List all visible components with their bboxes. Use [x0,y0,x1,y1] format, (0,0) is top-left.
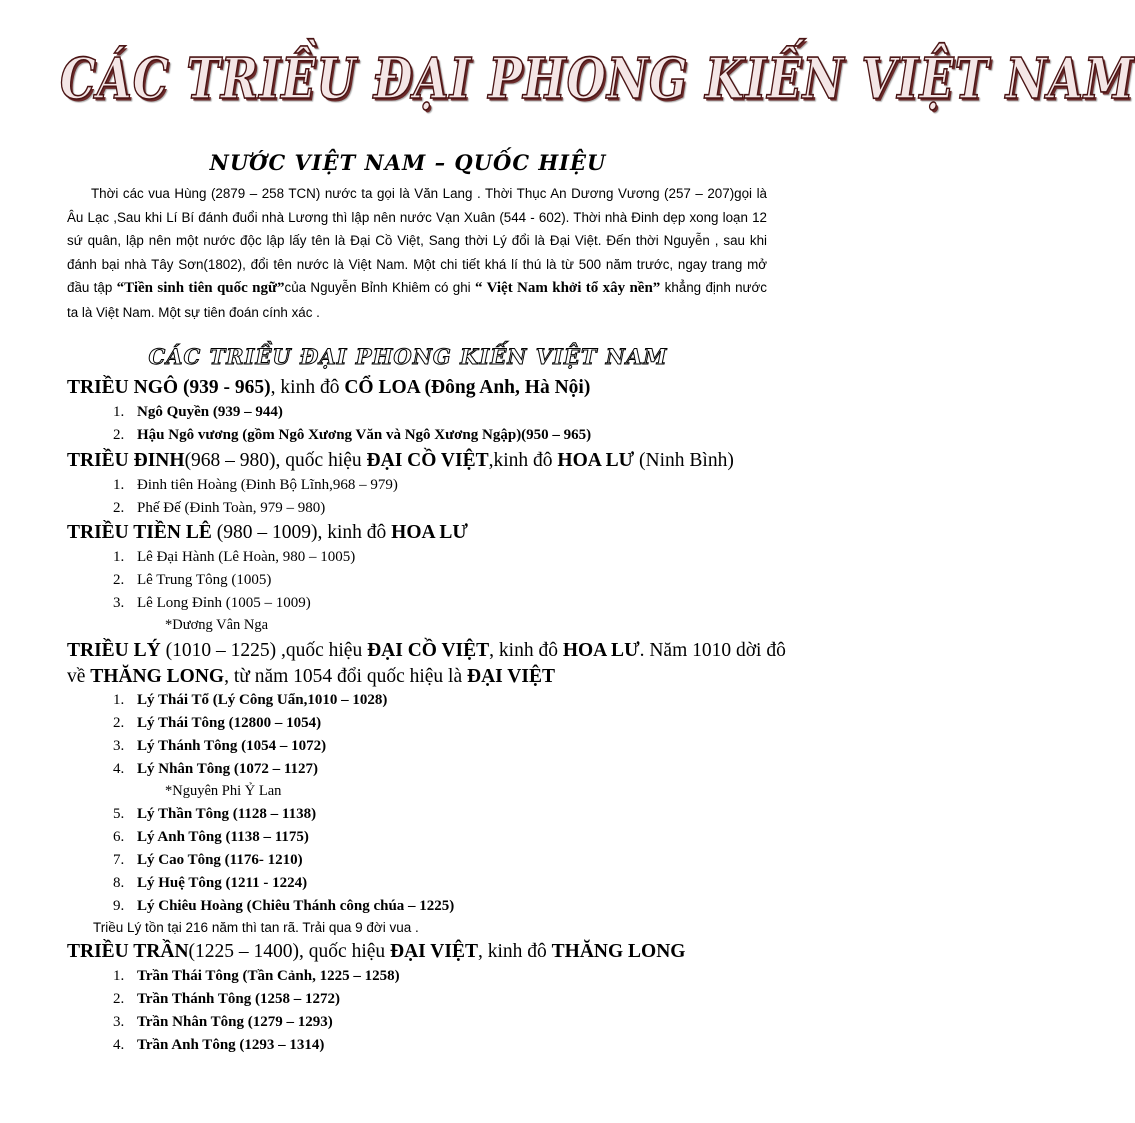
heading-text: , từ năm 1054 đổi quốc hiệu là [224,666,467,687]
item-number: 2. [113,572,125,588]
queen-note: *Nguyên Phi Ỷ Lan [165,783,282,799]
item-number: 2. [113,991,125,1007]
item-number: 4. [113,1037,125,1053]
capital-name: THĂNG LONG [90,666,225,687]
list-item [113,898,454,915]
dynasty-period: (1225 – 1400), quốc hiệu [188,941,391,962]
item-number: 2. [113,500,125,516]
dynasty-name: TRIỀU TIỀN LÊ [67,522,212,543]
king-name: Trần Anh Tông (1293 – 1314) [137,1037,325,1053]
dynasty-period: (939 - 965) [178,377,271,398]
intro-quote-2: “ Việt Nam khởi tổ xây nền” [475,280,661,297]
item-number: 2. [113,427,125,443]
capital-name: HOA LƯ [562,640,640,661]
king-name: Trần Thánh Tông (1258 – 1272) [137,991,340,1007]
country-name: ĐẠI VIỆT [467,666,555,687]
list-item [113,852,303,869]
list-item [113,404,283,421]
dynasty-name: TRIỀU NGÔ [67,377,179,398]
list-item [113,738,326,755]
heading-text: , kinh đô [489,640,563,661]
country-name: ĐẠI CỒ VIỆT [366,450,489,471]
intro-text-2: của Nguyễn Bỉnh Khiêm có ghi [284,280,475,296]
king-name: Lý Nhân Tông (1072 – 1127) [137,761,319,777]
dynasty-period: (1010 – 1225) ,quốc hiệu [160,640,368,661]
heading-text: . Năm 1010 dời đô về [67,640,786,687]
heading-text: ,kinh đô [488,450,558,471]
capital-name: CỔ LOA [344,377,420,398]
item-number: 1. [113,692,125,708]
list-item [113,1037,324,1054]
dynasty-tran-heading [67,941,685,963]
king-name: Trần Thái Tông (Tần Cảnh, 1225 – 1258) [137,968,400,984]
list-item [113,595,311,612]
item-number: 4. [113,761,125,777]
list-item [113,715,321,732]
heading-text: , kinh đô [270,377,345,398]
capital-name: HOA LƯ [557,450,635,471]
dynasty-dinh-heading [67,450,734,472]
country-name: ĐẠI CỒ VIỆT [367,640,490,661]
item-number: 3. [113,1014,125,1030]
list-item [113,549,355,566]
list-item [113,806,316,823]
item-number: 1. [113,968,125,984]
item-number: 5. [113,806,125,822]
list-item [113,692,387,709]
king-name: Lý Huệ Tông (1211 - 1224) [137,875,308,891]
list-item [113,829,309,846]
list-item [113,875,307,892]
item-number: 1. [113,404,125,420]
heading-text: , kinh đô [477,941,552,962]
dynasty-summary: Triều Lý tồn tại 216 năm thì tan rã. Trải qua 9 đời vua . [93,920,419,935]
king-name: Đinh tiên Hoàng (Đinh Bộ Lĩnh,968 – 979) [137,477,398,493]
intro-text-1: Thời các vua Hùng (2879 – 258 TCN) nước ta gọi là Văn Lang . Thời Thục An Dương Vương (257 – 207)gọi là Âu Lạc ,Sau khi Lí Bí đánh đuổi nhà Lương thì lập nên nước Vạn Xuân (544 - 602). Thời nhà Đinh dẹp xong loạn 12 sứ quân, lập nên một nước độc lập lấy tên là Đại Cồ Việt, Sang thời Lý đổi là Đại Việt. Đến thời Nguyễn , sau khi đánh bại nhà Tây Sơn(1802), đổi tên nước là Việt Nam. Một chi tiết khá lí thú là từ 500 năm trước, ngay trang mở đầu tập [67,186,767,296]
king-name: Ngô Quyền (939 – 944) [137,404,283,420]
section-title: CÁC TRIỀU ĐẠI PHONG KIẾN VIỆT NAM [148,344,668,369]
dynasty-period: (980 – 1009), kinh đô [211,522,392,543]
list-item [113,477,398,494]
intro-quote-1: “Tiền sinh tiên quốc ngữ” [116,280,285,297]
intro-paragraph [67,182,767,325]
king-name: Hậu Ngô vương (gồm Ngô Xương Văn và Ngô Xương Ngập)(950 – 965) [137,427,592,443]
dynasty-name: TRIỀU TRẦN [67,941,189,962]
item-number: 6. [113,829,125,845]
queen-note: *Dương Vân Nga [165,617,269,633]
item-number: 9. [113,898,125,914]
list-item [113,500,325,517]
list-item [113,572,271,589]
list-item [113,427,591,444]
list-item [113,761,318,778]
country-name: ĐẠI VIỆT [390,941,478,962]
king-name: Phế Đế (Đinh Toàn, 979 – 980) [137,500,326,516]
intro-text-3: khẳng định nước ta là Việt Nam. Một sự tiên đoán cính xác . [67,280,767,320]
king-name: Lê Trung Tông (1005) [137,572,272,588]
item-number: 3. [113,738,125,754]
king-name: Lý Thái Tông (12800 – 1054) [137,715,322,731]
item-number: 8. [113,875,125,891]
king-name: Lý Thái Tổ (Lý Công Uẩn,1010 – 1028) [137,692,388,708]
king-name: Lý Anh Tông (1138 – 1175) [137,829,309,845]
capital-name: HOA LƯ [391,522,468,543]
king-name: Trần Nhân Tông (1279 – 1293) [137,1014,333,1030]
dynasty-period: (968 – 980), quốc hiệu [184,450,367,471]
king-name: Lê Đại Hành (Lê Hoàn, 980 – 1005) [137,549,356,565]
list-item [113,968,400,985]
item-number: 2. [113,715,125,731]
capital-location: (Đông Anh, Hà Nội) [419,377,591,398]
dynasty-name: TRIỀU ĐINH [67,450,185,471]
list-item [113,991,340,1008]
king-name: Lý Thánh Tông (1054 – 1072) [137,738,327,754]
king-name: Lý Cao Tông (1176- 1210) [137,852,303,868]
dynasty-ly-heading [67,638,787,690]
king-name: Lý Thần Tông (1128 – 1138) [137,806,317,822]
king-name: Lý Chiêu Hoàng (Chiêu Thánh công chúa – 1225) [137,898,455,914]
dynasty-name: TRIỀU LÝ [67,640,161,661]
king-name: Lê Long Đỉnh (1005 – 1009) [137,595,311,611]
item-number: 1. [113,477,125,493]
quoc-hieu-title: NƯỚC VIỆT NAM – QUỐC HIỆU [209,150,607,175]
main-title: CÁC TRIỀU ĐẠI PHONG KIẾN VIỆT NAM [60,45,1135,112]
list-item [113,1014,333,1031]
item-number: 1. [113,549,125,565]
item-number: 7. [113,852,125,868]
dynasty-tienle-heading [67,522,468,544]
capital-name: THĂNG LONG [551,941,686,962]
item-number: 3. [113,595,125,611]
dynasty-ngo-heading [67,377,590,399]
capital-location: (Ninh Bình) [634,450,734,471]
